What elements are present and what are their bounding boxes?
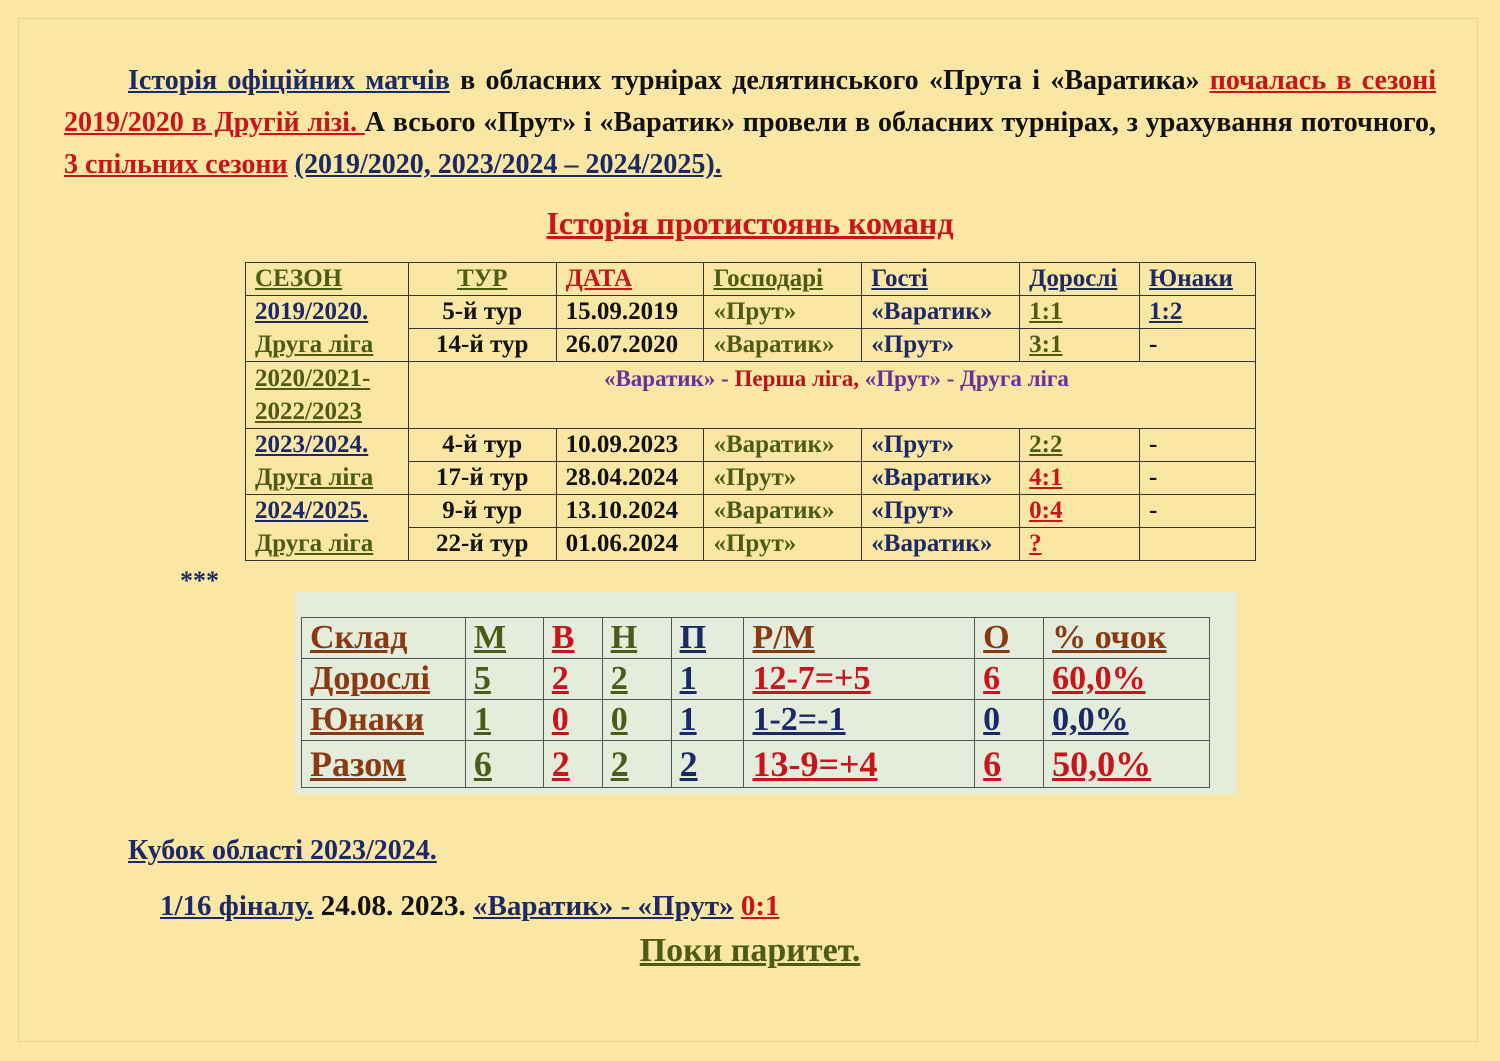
stat-col-wins[interactable]: В bbox=[543, 618, 602, 659]
table-row bbox=[302, 659, 1210, 700]
cup-title[interactable]: Кубок області 2023/2024. bbox=[128, 835, 437, 866]
stat-goals[interactable]: 12-7=+5 bbox=[744, 659, 975, 700]
junior-score: - bbox=[1140, 462, 1256, 495]
stat-points[interactable]: 0 bbox=[975, 700, 1044, 741]
stat-wins[interactable]: 2 bbox=[543, 741, 602, 788]
col-round[interactable]: ТУР bbox=[408, 263, 556, 296]
senior-score[interactable]: 0:4 bbox=[1020, 495, 1140, 528]
stat-draws[interactable]: 2 bbox=[602, 741, 671, 788]
stat-col-matches[interactable]: М bbox=[465, 618, 543, 659]
cup-match-line bbox=[160, 890, 780, 923]
season-gap-1: 2020/2021- bbox=[255, 365, 371, 392]
round-cell: 22-й тур bbox=[408, 528, 556, 561]
date-cell: 01.06.2024 bbox=[556, 528, 704, 561]
season-cell[interactable]: 2023/2024. bbox=[246, 429, 409, 462]
note-varatyk: «Варатик» - bbox=[603, 366, 735, 391]
table-row bbox=[302, 700, 1210, 741]
date-cell: 15.09.2019 bbox=[556, 296, 704, 329]
stat-points[interactable]: 6 bbox=[975, 741, 1044, 788]
season-cell[interactable]: 2019/2020. bbox=[246, 296, 409, 329]
round-cell: 5-й тур bbox=[408, 296, 556, 329]
round-cell: 9-й тур bbox=[408, 495, 556, 528]
stat-col-losses[interactable]: П bbox=[671, 618, 744, 659]
stat-goals[interactable]: 13-9=+4 bbox=[744, 741, 975, 788]
intro-link-history[interactable]: Історія офіційних матчів bbox=[128, 65, 450, 96]
senior-score[interactable]: 1:1 bbox=[1020, 296, 1140, 329]
history-header-row bbox=[246, 263, 1256, 296]
stat-points[interactable]: 6 bbox=[975, 659, 1044, 700]
intro-paragraph bbox=[64, 60, 1436, 186]
date-cell: 10.09.2023 bbox=[556, 429, 704, 462]
separator-stars: *** bbox=[180, 566, 219, 595]
stat-col-goals[interactable]: Р/М bbox=[744, 618, 975, 659]
date-cell: 13.10.2024 bbox=[556, 495, 704, 528]
history-title: Історія протистоянь команд bbox=[546, 205, 954, 241]
cup-space bbox=[734, 890, 741, 922]
stat-col-draws[interactable]: Н bbox=[602, 618, 671, 659]
note-prut: «Прут» - Друга ліга bbox=[864, 366, 1069, 391]
senior-score[interactable]: 4:1 bbox=[1020, 462, 1140, 495]
intro-space bbox=[288, 149, 295, 180]
table-row bbox=[302, 741, 1210, 788]
stat-losses[interactable]: 1 bbox=[671, 659, 744, 700]
stat-percent[interactable]: 50,0% bbox=[1044, 741, 1210, 788]
stat-percent[interactable]: 0,0% bbox=[1044, 700, 1210, 741]
note-first-league: Перша ліга, bbox=[734, 366, 865, 391]
stats-panel bbox=[295, 592, 1237, 794]
intro-text-2: А всього «Прут» і «Варатик» провели в обласних турнірах, з урахування поточного, bbox=[364, 107, 1436, 138]
senior-score[interactable]: 2:2 bbox=[1020, 429, 1140, 462]
table-row bbox=[246, 462, 1256, 495]
home-cell: «Варатик» bbox=[704, 429, 862, 462]
cup-score[interactable]: 0:1 bbox=[740, 890, 780, 922]
stat-squad[interactable]: Юнаки bbox=[302, 700, 466, 741]
conclusion[interactable]: Поки паритет. bbox=[639, 932, 861, 969]
senior-score[interactable]: ? bbox=[1020, 528, 1140, 561]
intro-link-seasons[interactable]: 3 спільних сезони bbox=[64, 149, 288, 180]
away-cell: «Прут» bbox=[862, 429, 1020, 462]
away-cell: «Варатик» bbox=[862, 528, 1020, 561]
stat-matches[interactable]: 5 bbox=[465, 659, 543, 700]
stat-goals[interactable]: 1-2=-1 bbox=[744, 700, 975, 741]
stat-matches[interactable]: 1 bbox=[465, 700, 543, 741]
stat-col-points[interactable]: О bbox=[975, 618, 1044, 659]
table-row bbox=[246, 528, 1256, 561]
junior-score[interactable]: 1:2 bbox=[1140, 296, 1256, 329]
season-gap-cell[interactable] bbox=[246, 362, 409, 429]
history-table bbox=[245, 262, 1256, 561]
stat-wins[interactable]: 2 bbox=[543, 659, 602, 700]
round-cell: 17-й тур bbox=[408, 462, 556, 495]
away-cell: «Прут» bbox=[862, 495, 1020, 528]
intro-link-start[interactable]: почалась в сезоні 2019/2020 в Другій лізі. bbox=[64, 65, 1436, 138]
col-home[interactable]: Господарі bbox=[704, 263, 862, 296]
season-cell[interactable]: 2024/2025. bbox=[246, 495, 409, 528]
intro-link-years[interactable]: (2019/2020, 2023/2024 – 2024/2025). bbox=[294, 149, 722, 180]
round-cell: 4-й тур bbox=[408, 429, 556, 462]
season-gap-2: 2022/2023 bbox=[255, 398, 362, 425]
cup-teams[interactable]: «Варатик» - «Прут» bbox=[473, 890, 734, 922]
away-cell: «Варатик» bbox=[862, 296, 1020, 329]
col-juniors[interactable]: Юнаки bbox=[1140, 263, 1256, 296]
date-cell: 26.07.2020 bbox=[556, 329, 704, 362]
table-row bbox=[246, 329, 1256, 362]
home-cell: «Варатик» bbox=[704, 329, 862, 362]
home-cell: «Варатик» bbox=[704, 495, 862, 528]
table-row bbox=[246, 362, 1256, 429]
junior-score: - bbox=[1140, 329, 1256, 362]
col-season[interactable]: СЕЗОН bbox=[246, 263, 409, 296]
league-cell[interactable]: Друга ліга bbox=[246, 462, 409, 495]
junior-score: - bbox=[1140, 495, 1256, 528]
stat-squad[interactable]: Разом bbox=[302, 741, 466, 788]
stat-matches[interactable]: 6 bbox=[465, 741, 543, 788]
junior-score bbox=[1140, 528, 1256, 561]
round-cell: 14-й тур bbox=[408, 329, 556, 362]
intro-text-1: в обласних турнірах делятинського «Прута і «Варатика» bbox=[449, 65, 1210, 96]
stat-losses[interactable]: 1 bbox=[671, 700, 744, 741]
date-cell: 28.04.2024 bbox=[556, 462, 704, 495]
stat-col-squad[interactable]: Склад bbox=[302, 618, 466, 659]
table-row bbox=[246, 296, 1256, 329]
junior-score: - bbox=[1140, 429, 1256, 462]
col-date[interactable]: ДАТА bbox=[556, 263, 704, 296]
away-cell: «Прут» bbox=[862, 329, 1020, 362]
league-note bbox=[408, 362, 1255, 429]
home-cell: «Прут» bbox=[704, 462, 862, 495]
col-away[interactable]: Гості bbox=[862, 263, 1020, 296]
table-row bbox=[246, 429, 1256, 462]
stats-header-row bbox=[302, 618, 1210, 659]
stats-table bbox=[301, 617, 1210, 788]
table-row bbox=[246, 495, 1256, 528]
home-cell: «Прут» bbox=[704, 528, 862, 561]
league-cell[interactable]: Друга ліга bbox=[246, 528, 409, 561]
col-seniors[interactable]: Дорослі bbox=[1020, 263, 1140, 296]
stat-draws[interactable]: 2 bbox=[602, 659, 671, 700]
cup-stage[interactable]: 1/16 фіналу. bbox=[160, 890, 314, 922]
league-cell[interactable]: Друга ліга bbox=[246, 329, 409, 362]
stat-draws[interactable]: 0 bbox=[602, 700, 671, 741]
stat-squad[interactable]: Дорослі bbox=[302, 659, 466, 700]
senior-score[interactable]: 3:1 bbox=[1020, 329, 1140, 362]
stat-col-percent[interactable]: % очок bbox=[1044, 618, 1210, 659]
stat-percent[interactable]: 60,0% bbox=[1044, 659, 1210, 700]
stat-losses[interactable]: 2 bbox=[671, 741, 744, 788]
stat-wins[interactable]: 0 bbox=[543, 700, 602, 741]
home-cell: «Прут» bbox=[704, 296, 862, 329]
away-cell: «Варатик» bbox=[862, 462, 1020, 495]
cup-date: 24.08. 2023. bbox=[313, 890, 474, 922]
